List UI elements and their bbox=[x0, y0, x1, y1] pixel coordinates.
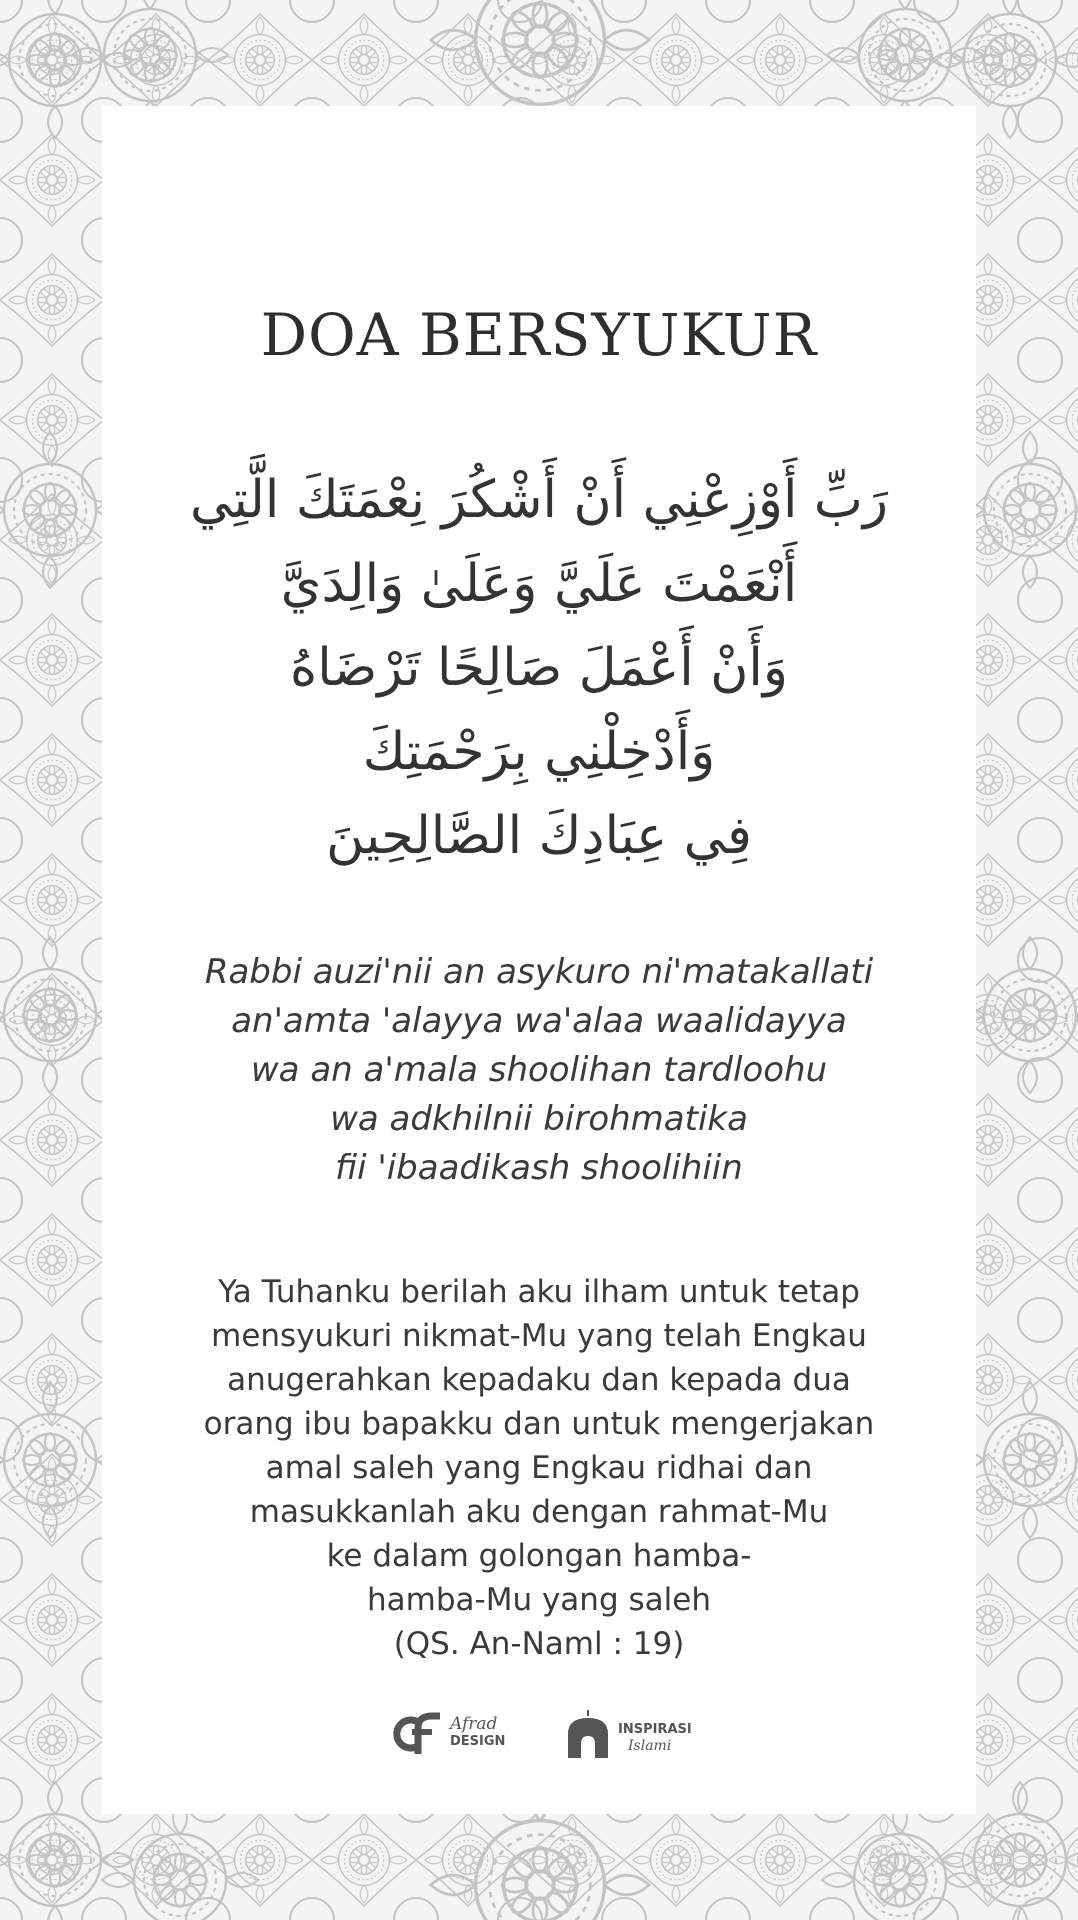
page-title: DOA BERSYUKUR bbox=[260, 301, 818, 369]
afrad-design-logo bbox=[388, 1706, 518, 1762]
translation-line: hamba-Mu yang saleh bbox=[367, 1582, 711, 1618]
afrad-caps: DESIGN bbox=[450, 1734, 506, 1749]
translation-citation: (QS. An-Naml : 19) bbox=[393, 1626, 685, 1662]
translation-line: orang ibu bapakku dan untuk mengerjakan bbox=[203, 1406, 875, 1442]
arabic-line: وَأَدْخِلْنِي بِرَحْمَتِكَ bbox=[362, 722, 716, 782]
transliteration-line: an'amta 'alayya wa'alaa waalidayya bbox=[231, 1001, 847, 1041]
transliteration-text bbox=[102, 948, 976, 1193]
inspirasi-caps: INSPIRASI bbox=[618, 1722, 692, 1737]
prayer-card bbox=[102, 106, 976, 1814]
translation-line: masukkanlah aku dengan rahmat-Mu bbox=[249, 1494, 829, 1530]
arabic-line: رَبِّ أَوْزِعْنِي أَنْ أَشْكُرَ نِعْمَتَكَ الَّتِي bbox=[190, 470, 888, 530]
transliteration-line: wa an a'mala shoolihan tardloohu bbox=[250, 1050, 828, 1090]
mosque-icon bbox=[564, 1706, 612, 1762]
arabic-line: أَنْعَمْتَ عَلَيَّ وَعَلَىٰ وَالِدَيَّ bbox=[280, 554, 798, 614]
afrad-mark-icon bbox=[388, 1706, 448, 1762]
arabic-line: وَأَنْ أَعْمَلَ صَالِحًا تَرْضَاهُ bbox=[290, 638, 788, 698]
translation-line: mensyukuri nikmat-Mu yang telah Engkau bbox=[211, 1318, 867, 1354]
afrad-script: Afrad bbox=[450, 1714, 498, 1734]
translation-text bbox=[102, 1270, 976, 1666]
inspirasi-script: Islami bbox=[628, 1738, 672, 1754]
transliteration-line: fii 'ibaadikash shoolihiin bbox=[335, 1148, 743, 1188]
arabic-text bbox=[102, 458, 976, 878]
transliteration-line: wa adkhilnii birohmatika bbox=[330, 1099, 748, 1139]
footer-logos bbox=[0, 1706, 1078, 1766]
translation-line: anugerahkan kepadaku dan kepada dua bbox=[227, 1362, 851, 1398]
translation-line: Ya Tuhanku berilah aku ilham untuk tetap bbox=[218, 1274, 860, 1310]
translation-line: amal saleh yang Engkau ridhai dan bbox=[265, 1450, 813, 1486]
transliteration-line: Rabbi auzi'nii an asykuro ni'matakallati bbox=[204, 952, 874, 992]
translation-line: ke dalam golongan hamba- bbox=[326, 1538, 752, 1574]
inspirasi-islami-logo bbox=[564, 1706, 700, 1762]
arabic-line: فِي عِبَادِكَ الصَّالِحِينَ bbox=[326, 806, 752, 866]
